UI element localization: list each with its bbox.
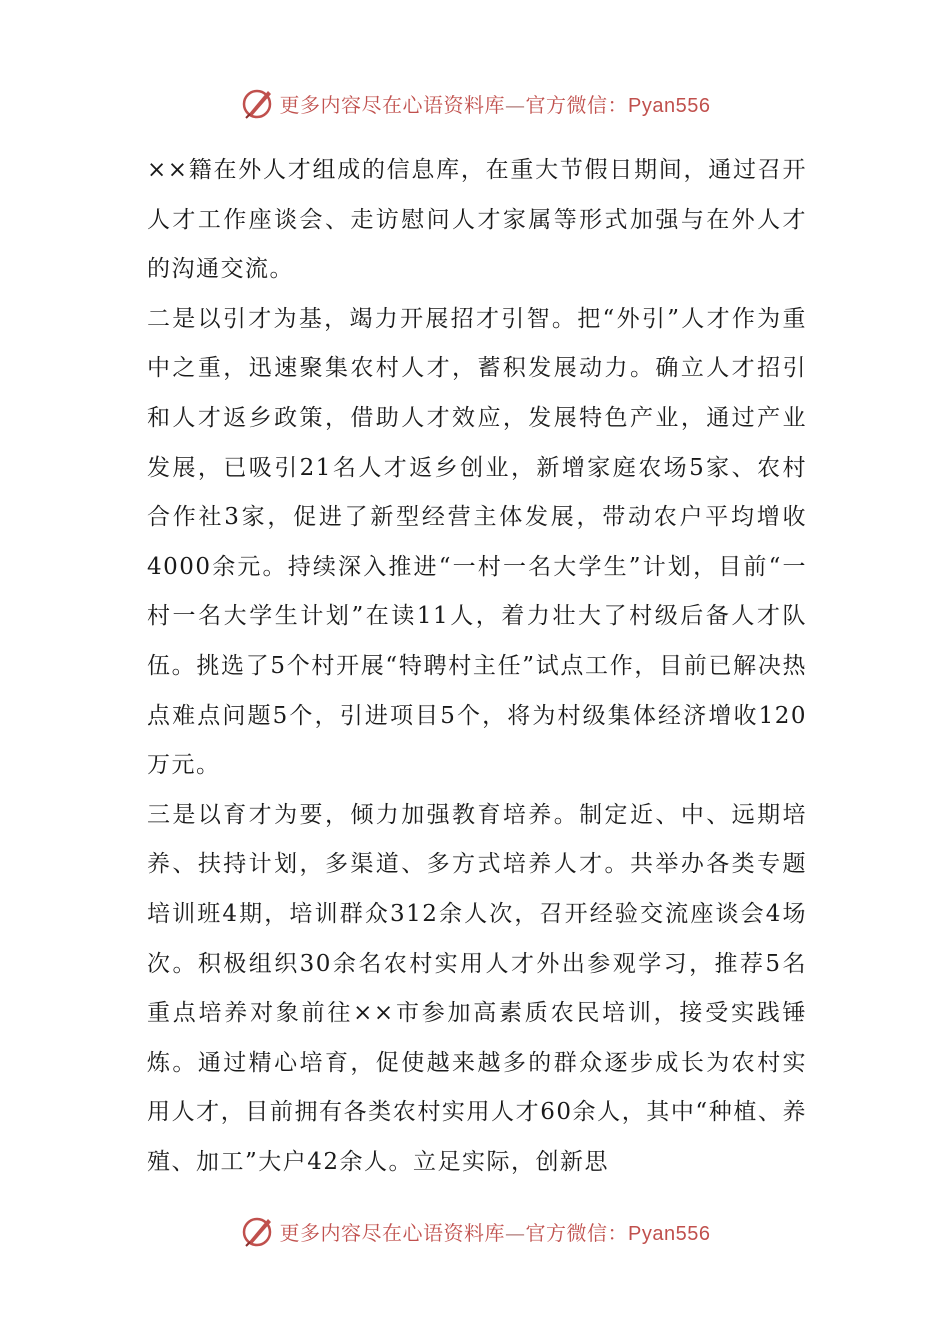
header-banner	[0, 83, 950, 123]
paragraph-2: 二是以引才为基，竭力开展招才引智。把“外引”人才作为重中之重，迅速聚集农村人才，蓄积发展动力。确立人才招引和人才返乡政策，借助人才效应，发展特色产业，通过产业发展，已吸引21名人才返乡创业，新增家庭农场5家、农村合作社3家，促进了新型经营主体发展，带动农户平均增收4000余元。持续深入推进“一村一名大学生”计划，目前“一村一名大学生计划”在读11人，着力壮大了村级后备人才队伍。挑选了5个村开展“特聘村主任”试点工作，目前已解决热点难点问题5个，引进项目5个，将为村级集体经济增收120万元。	[147, 305, 807, 779]
paragraph-3: 三是以育才为要，倾力加强教育培养。制定近、中、远期培养、扶持计划，多渠道、多方式培养人才。共举办各类专题培训班4期，培训群众312余人次，召开经验交流座谈会4场次。积极组织30余名农村实用人才外出参观学习，推荐5名重点培养对象前往××市参加高素质农民培训，接受实践锤炼。通过精心培育，促使越来越多的群众逐步成长为农村实用人才，目前拥有各类农村实用人才60余人，其中“种植、养殖、加工”大户42余人。立足实际，创新思	[147, 801, 807, 1175]
footer-wechat-id: Pyan556	[628, 1222, 711, 1245]
header-wechat-label: 官方微信：	[525, 92, 629, 117]
header-banner-text	[280, 89, 711, 118]
header-separator: —	[505, 92, 526, 117]
footer-wechat-label: 官方微信：	[525, 1220, 629, 1245]
footer-separator: —	[505, 1220, 526, 1245]
paragraph-1: ××籍在外人才组成的信息库，在重大节假日期间，通过召开人才工作座谈会、走访慰问人才家属等形式加强与在外人才的沟通交流。	[147, 157, 807, 283]
pen-logo-icon	[240, 85, 276, 121]
document-body	[147, 146, 807, 1187]
footer-banner-text	[280, 1217, 711, 1246]
header-brand: 更多内容尽在心语资料库	[279, 92, 506, 117]
header-wechat-id: Pyan556	[628, 94, 711, 117]
pen-logo-icon	[240, 1213, 276, 1249]
footer-banner	[0, 1211, 950, 1251]
footer-brand: 更多内容尽在心语资料库	[279, 1220, 506, 1245]
